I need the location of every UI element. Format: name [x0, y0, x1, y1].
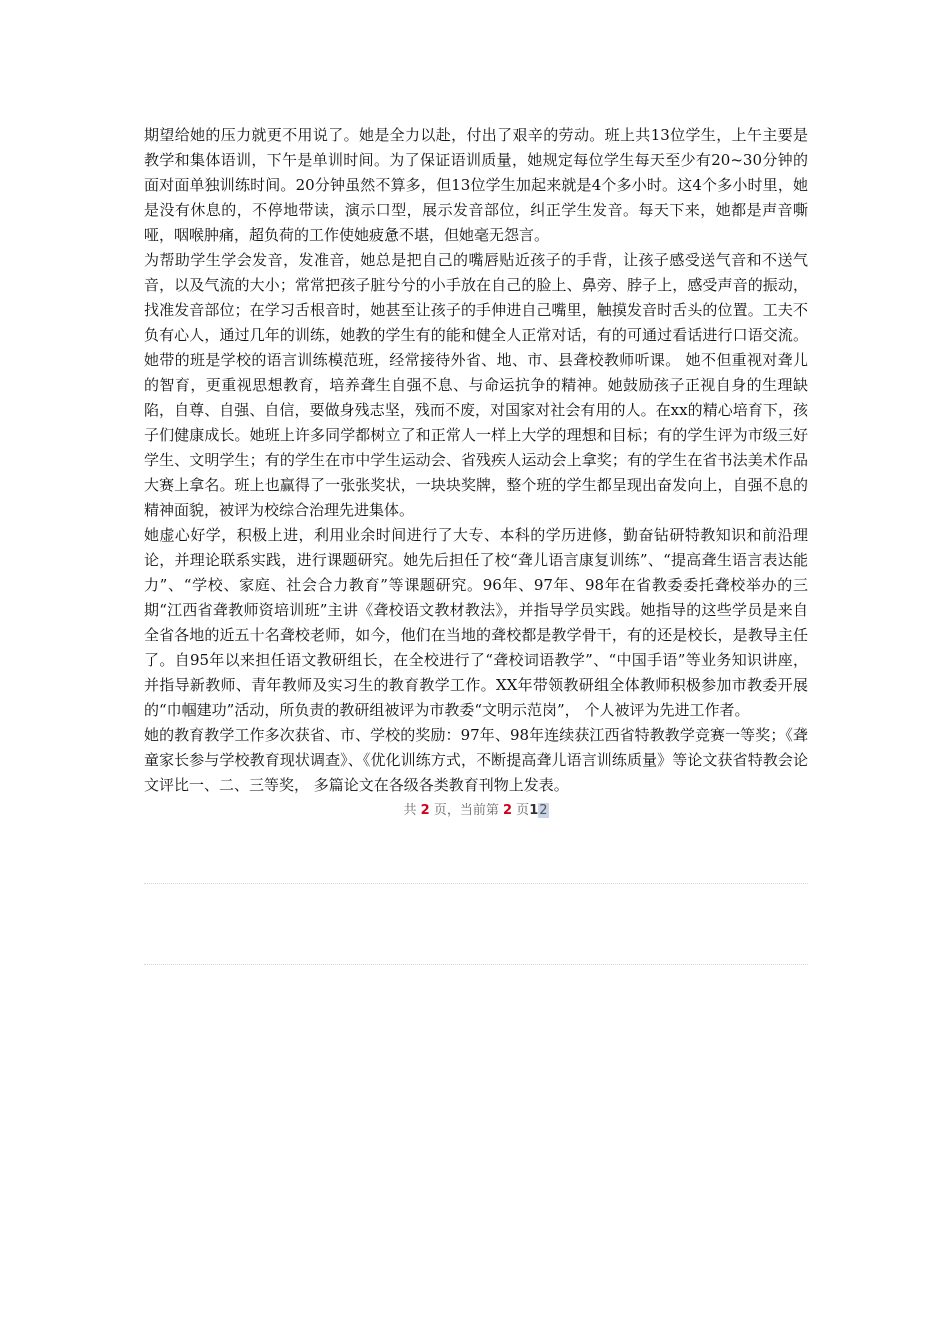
article-body: [144, 123, 808, 823]
article-paragraph-3: 她虚心好学，积极上进，利用业余时间进行了大专、本科的学历进修，勤奋钻研特教知识和前沿理论，并理论联系实践，进行课题研究。她先后担任了校“聋儿语言康复训练”、“提高聋生语言表达能力”、“学校、家庭、社会合力教育”等课题研究。96年、97年、98年在省教委委托聋校举办的三期“江西省聋教师资培训班”主讲《聋校语文教材教法》，并指导学员实践。她指导的这些学员是来自全省各地的近五十名聋校老师，如今，他们在当地的聋校都是教学骨干，有的还是校长，是教导主任了。自95年以来担任语文教研组长，在全校进行了“聋校词语教学”、“中国手语”等业务知识讲座，并指导新教师、青年教师及实习生的教育教学工作。XX年带领教研组全体教师积极参加市教委开展的“巾帼建功”活动，所负责的教研组被评为市教委“文明示范岗”， 个人被评为先进工作者。: [144, 526, 808, 719]
pagination-current: 2: [502, 803, 513, 818]
page-link-1[interactable]: 1: [529, 803, 539, 818]
pagination-middle: 页，当前第: [433, 803, 499, 818]
article-paragraph-4: 她的教育教学工作多次获省、市、学校的奖励：97年、98年连续获江西省特教教学竞赛一等奖；《聋童家长参与学校教育现状调查》、《优化训练方式，不断提高聋儿语言训练质量》等论文获省特教会论文评比一、二、三等奖， 多篇论文在各级各类教育刊物上发表。: [144, 726, 808, 794]
divider-top: [144, 883, 808, 884]
pagination-total: 2: [420, 803, 430, 818]
article-paragraph-1: 期望给她的压力就更不用说了。她是全力以赴，付出了艰辛的劳动。班上共13位学生，上午主要是教学和集体语训，下午是单训时间。为了保证语训质量，她规定每位学生每天至少有20~30分钟的面对面单独训练时间。20分钟虽然不算多，但13位学生加起来就是4个多小时。这4个多小时里，她是没有休息的，不停地带读，演示口型，展示发音部位，纠正学生发音。每天下来，她都是声音嘶哑，咽喉肿痛，超负荷的工作使她疲惫不堪，但她毫无怨言。: [144, 126, 808, 244]
pagination-suffix: 页: [516, 803, 530, 818]
page-link-2-current[interactable]: 2: [539, 803, 548, 818]
divider-bottom: [144, 964, 808, 965]
pagination: [144, 798, 808, 823]
article-paragraph-2: 为帮助学生学会发音，发准音，她总是把自己的嘴唇贴近孩子的手背，让孩子感受送气音和不送气音，以及气流的大小；常常把孩子脏兮兮的小手放在自己的脸上、鼻旁、脖子上，感受声音的振动，找准发音部位；在学习舌根音时，她甚至让孩子的手伸进自己嘴里，触摸发音时舌头的位置。工夫不负有心人，通过几年的训练，她教的学生有的能和健全人正常对话，有的可通过看话进行口语交流。她带的班是学校的语言训练模范班，经常接待外省、地、市、县聋校教师听课。 她不但重视对聋儿的智育，更重视思想教育，培养聋生自强不息、与命运抗争的精神。她鼓励孩子正视自身的生理缺陷，自尊、自强、自信，要做身残志坚，残而不废，对国家对社会有用的人。在xx的精心培育下，孩子们健康成长。她班上许多同学都树立了和正常人一样上大学的理想和目标；有的学生评为市级三好学生、文明学生；有的学生在市中学生运动会、省残疾人运动会上拿奖；有的学生在省书法美术作品大赛上拿名。班上也赢得了一张张奖状，一块块奖牌，整个班的学生都呈现出奋发向上，自强不息的精神面貌，被评为校综合治理先进集体。: [144, 251, 808, 519]
pagination-prefix: 共: [403, 803, 417, 818]
